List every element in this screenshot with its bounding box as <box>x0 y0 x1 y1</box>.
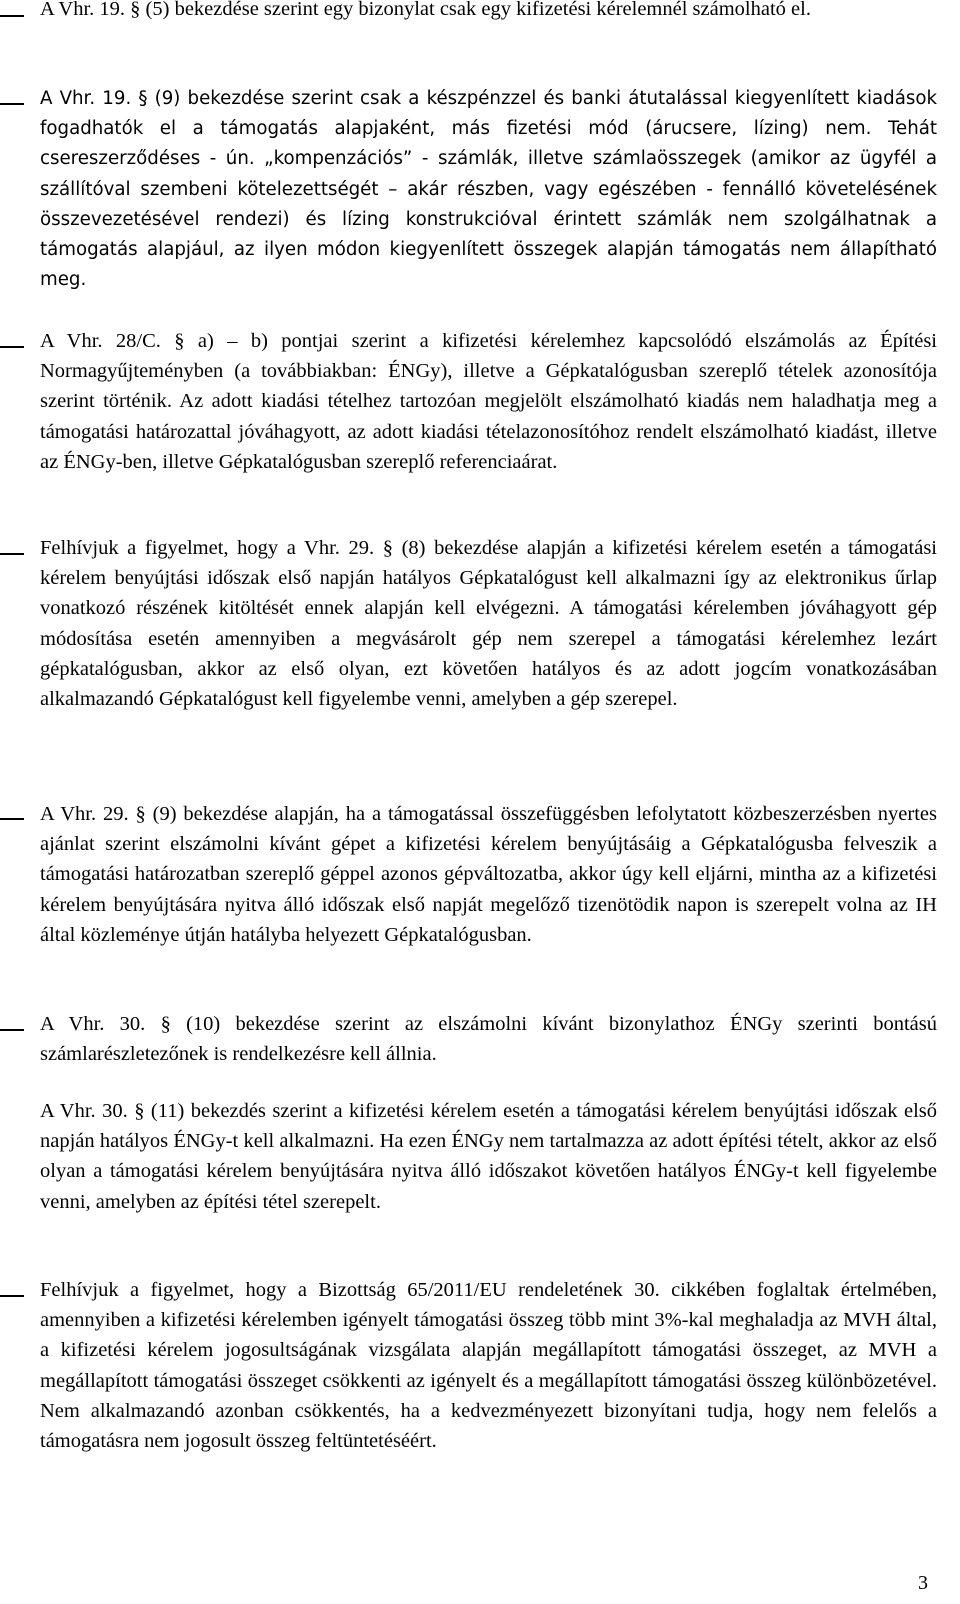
page-number: 3 <box>918 1572 928 1594</box>
paragraph-text: A Vhr. 28/C. § a) – b) pontjai szerint a kifizetési kérelemhez kapcsolódó elszámolás az Építési Normagyűjteményben (a továbbiakban: ÉNGy), illetve a Gépkatalógusban szereplő tételek azonosítója szerint történik. Az adott kiadási tételhez tartozóan megjelölt elszámolható kiadás nem haladhatja meg a támogatási határozattal jóváhagyott, az adott kiadási tételazonosítóhoz rendelt elszámolható kiadást, illetve az ÉNGy-ben, illetve Gépkatalógusban szereplő referenciaárat. <box>40 330 937 473</box>
paragraph-text: A Vhr. 19. § (9) bekezdése szerint csak a készpénzzel és banki átutalással kiegyenlített kiadások fogadhatók el a támogatás alapjaként, más fizetési mód (árucsere, lízing) nem. Tehát csereszerződéses - ún. „kompenzációs” - számlák, illetve számlaösszegek (amikor az ügyfél a szállítóval szembeni kötelezettségét – akár részben, vagy egészében - fennálló követelésének összevezetésével rendezi) és lízing konstrukcióval érintett számlák nem szolgálhatnak a támogatás alapjául, az ilyen módon kiegyenlített összegek alapján támogatás nem állapítható meg. <box>40 88 937 291</box>
paragraph-text: A Vhr. 19. § (5) bekezdése szerint egy bizonylat csak egy kifizetési kérelemnél számolható el. <box>40 0 811 20</box>
paragraph-text: A Vhr. 30. § (10) bekezdése szerint az elszámolni kívánt bizonylathoz ÉNGy szerinti bontású számlarészletezőnek is rendelkezésre kell állnia. <box>40 1013 937 1066</box>
paragraph-text: Felhívjuk a figyelmet, hogy a Bizottság 65/2011/EU rendeletének 30. cikkében foglaltak értelmében, amennyiben a kifizetési kérelemben igényelt támogatási összeg több mint 3%-kal meghaladja az MVH által, a kifizetési kérelem jogosultságának vizsgálata alapján megállapított támogatási összeget, az MVH a megállapított támogatási összeget csökkenti az igényelt és a megállapított támogatási összeg különbözetével. Nem alkalmazandó azonban csökkentés, ha a kedvezményezett bizonyítani tudja, hogy nem felelős a támogatásra nem jogosult összeg feltüntetéséért. <box>40 1279 937 1453</box>
paragraph-text: Felhívjuk a figyelmet, hogy a Vhr. 29. § (8) bekezdése alapján a kifizetési kérelem esetén a támogatási kérelem benyújtási időszak első napján hatályos Gépkatalógust kell alkalmazni így az elektronikus űrlap vonatkozó részének kitöltését ennek alapján kell elvégezni. A támogatási kérelemben jóváhagyott gép módosítása esetén amennyiben a megvásárolt gép nem szerepel a támogatási kérelemhez lezárt gépkatalógusban, akkor az első olyan, ezt követően hatályos és az adott jogcím vonatkozásában alkalmazandó Gépkatalógust kell figyelembe venni, amelyben a gép szerepel. <box>40 537 937 711</box>
bullet-dash <box>0 1295 24 1297</box>
paragraph-text: A Vhr. 29. § (9) bekezdése alapján, ha a támogatással összefüggésben lefolytatott közbeszerzésben nyertes ajánlat szerint elszámolni kívánt gépet a kifizetési kérelem benyújtásáig a Gépkatalógusba felveszik a támogatási határozatban szereplő géppel azonos gépváltozatba, akkor úgy kell eljárni, mintha az a kifizetési kérelem benyújtására nyitva álló időszak első napját megelőző tizenötödik napon is szerepelt volna az IH által közleménye útján hatályba helyezett Gépkatalógusban. <box>40 803 937 946</box>
paragraph-text: A Vhr. 30. § (11) bekezdés szerint a kifizetési kérelem esetén a támogatási kérelem benyújtási időszak első napján hatályos ÉNGy-t kell alkalmazni. Ha ezen ÉNGy nem tartalmazza az adott építési tételt, akkor az első olyan a támogatási kérelem benyújtására nyitva álló időszakot követően hatályos ÉNGy-t kell figyelembe venni, amelyben az építési tétel szerepelt. <box>40 1100 937 1213</box>
bullet-dash <box>0 818 24 820</box>
bullet-dash <box>0 346 24 348</box>
bullet-dash <box>0 553 24 555</box>
bullet-dash <box>0 103 24 105</box>
bullet-dash <box>0 15 24 17</box>
bullet-dash <box>0 1029 24 1031</box>
